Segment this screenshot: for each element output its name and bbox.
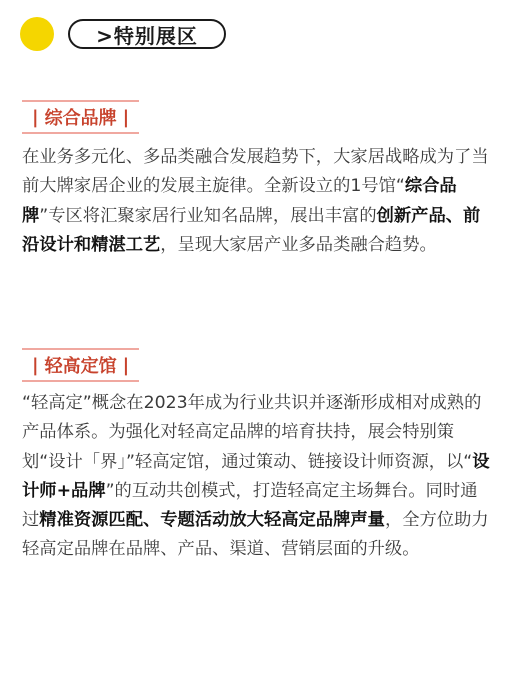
section-title-light-custom-hall [22,348,139,382]
bar-right: | [122,106,130,128]
section-title-comprehensive-brands [22,100,139,134]
page-title: >特别展区 [68,19,226,49]
yellow-dot-icon [20,17,54,51]
text-run: ，呈现大家居产业多品类融合趋势。 [160,234,437,255]
bar-right: | [122,354,130,376]
bold-text-run: 创新产品、前沿设计和精湛工艺 [22,205,481,255]
text-run: ，全方位助力轻高定品牌在品牌、产品、渠道、营销层面的升级。 [22,510,489,560]
text-run: 在业务多元化、多品类融合发展趋势下，大家居战略成为了当前大牌家居企业的发展主旋律。全新设立的1号馆“ [22,147,489,197]
text-run: ”专区将汇聚家居行业知名品牌，展出丰富的 [39,205,377,226]
bold-text-run: 设计师+品牌 [22,451,490,501]
section-title-text: 轻高定馆 [44,356,117,377]
bar-left: | [32,106,39,128]
section-header [20,16,220,56]
paragraph-comprehensive-brands [22,143,492,260]
bar-left: | [32,354,39,376]
text-run: ”的互动共创模式，打造轻高定主场舞台。同时通过 [22,480,478,531]
text-run: “轻高定”概念在2023年成为行业共识并逐渐形成相对成熟的产品体系。为强化对轻高定品牌的培育扶持，展会特别策划“设计「界」”轻高定馆，通过策动、链接设计师资源，以“ [22,393,482,472]
paragraph-light-custom-hall [22,389,492,565]
section-title-text: 综合品牌 [44,108,117,129]
bold-text-run: 综合品牌 [22,176,457,226]
bold-text-run: 精准资源匹配、专题活动放大轻高定品牌声量 [39,510,385,531]
